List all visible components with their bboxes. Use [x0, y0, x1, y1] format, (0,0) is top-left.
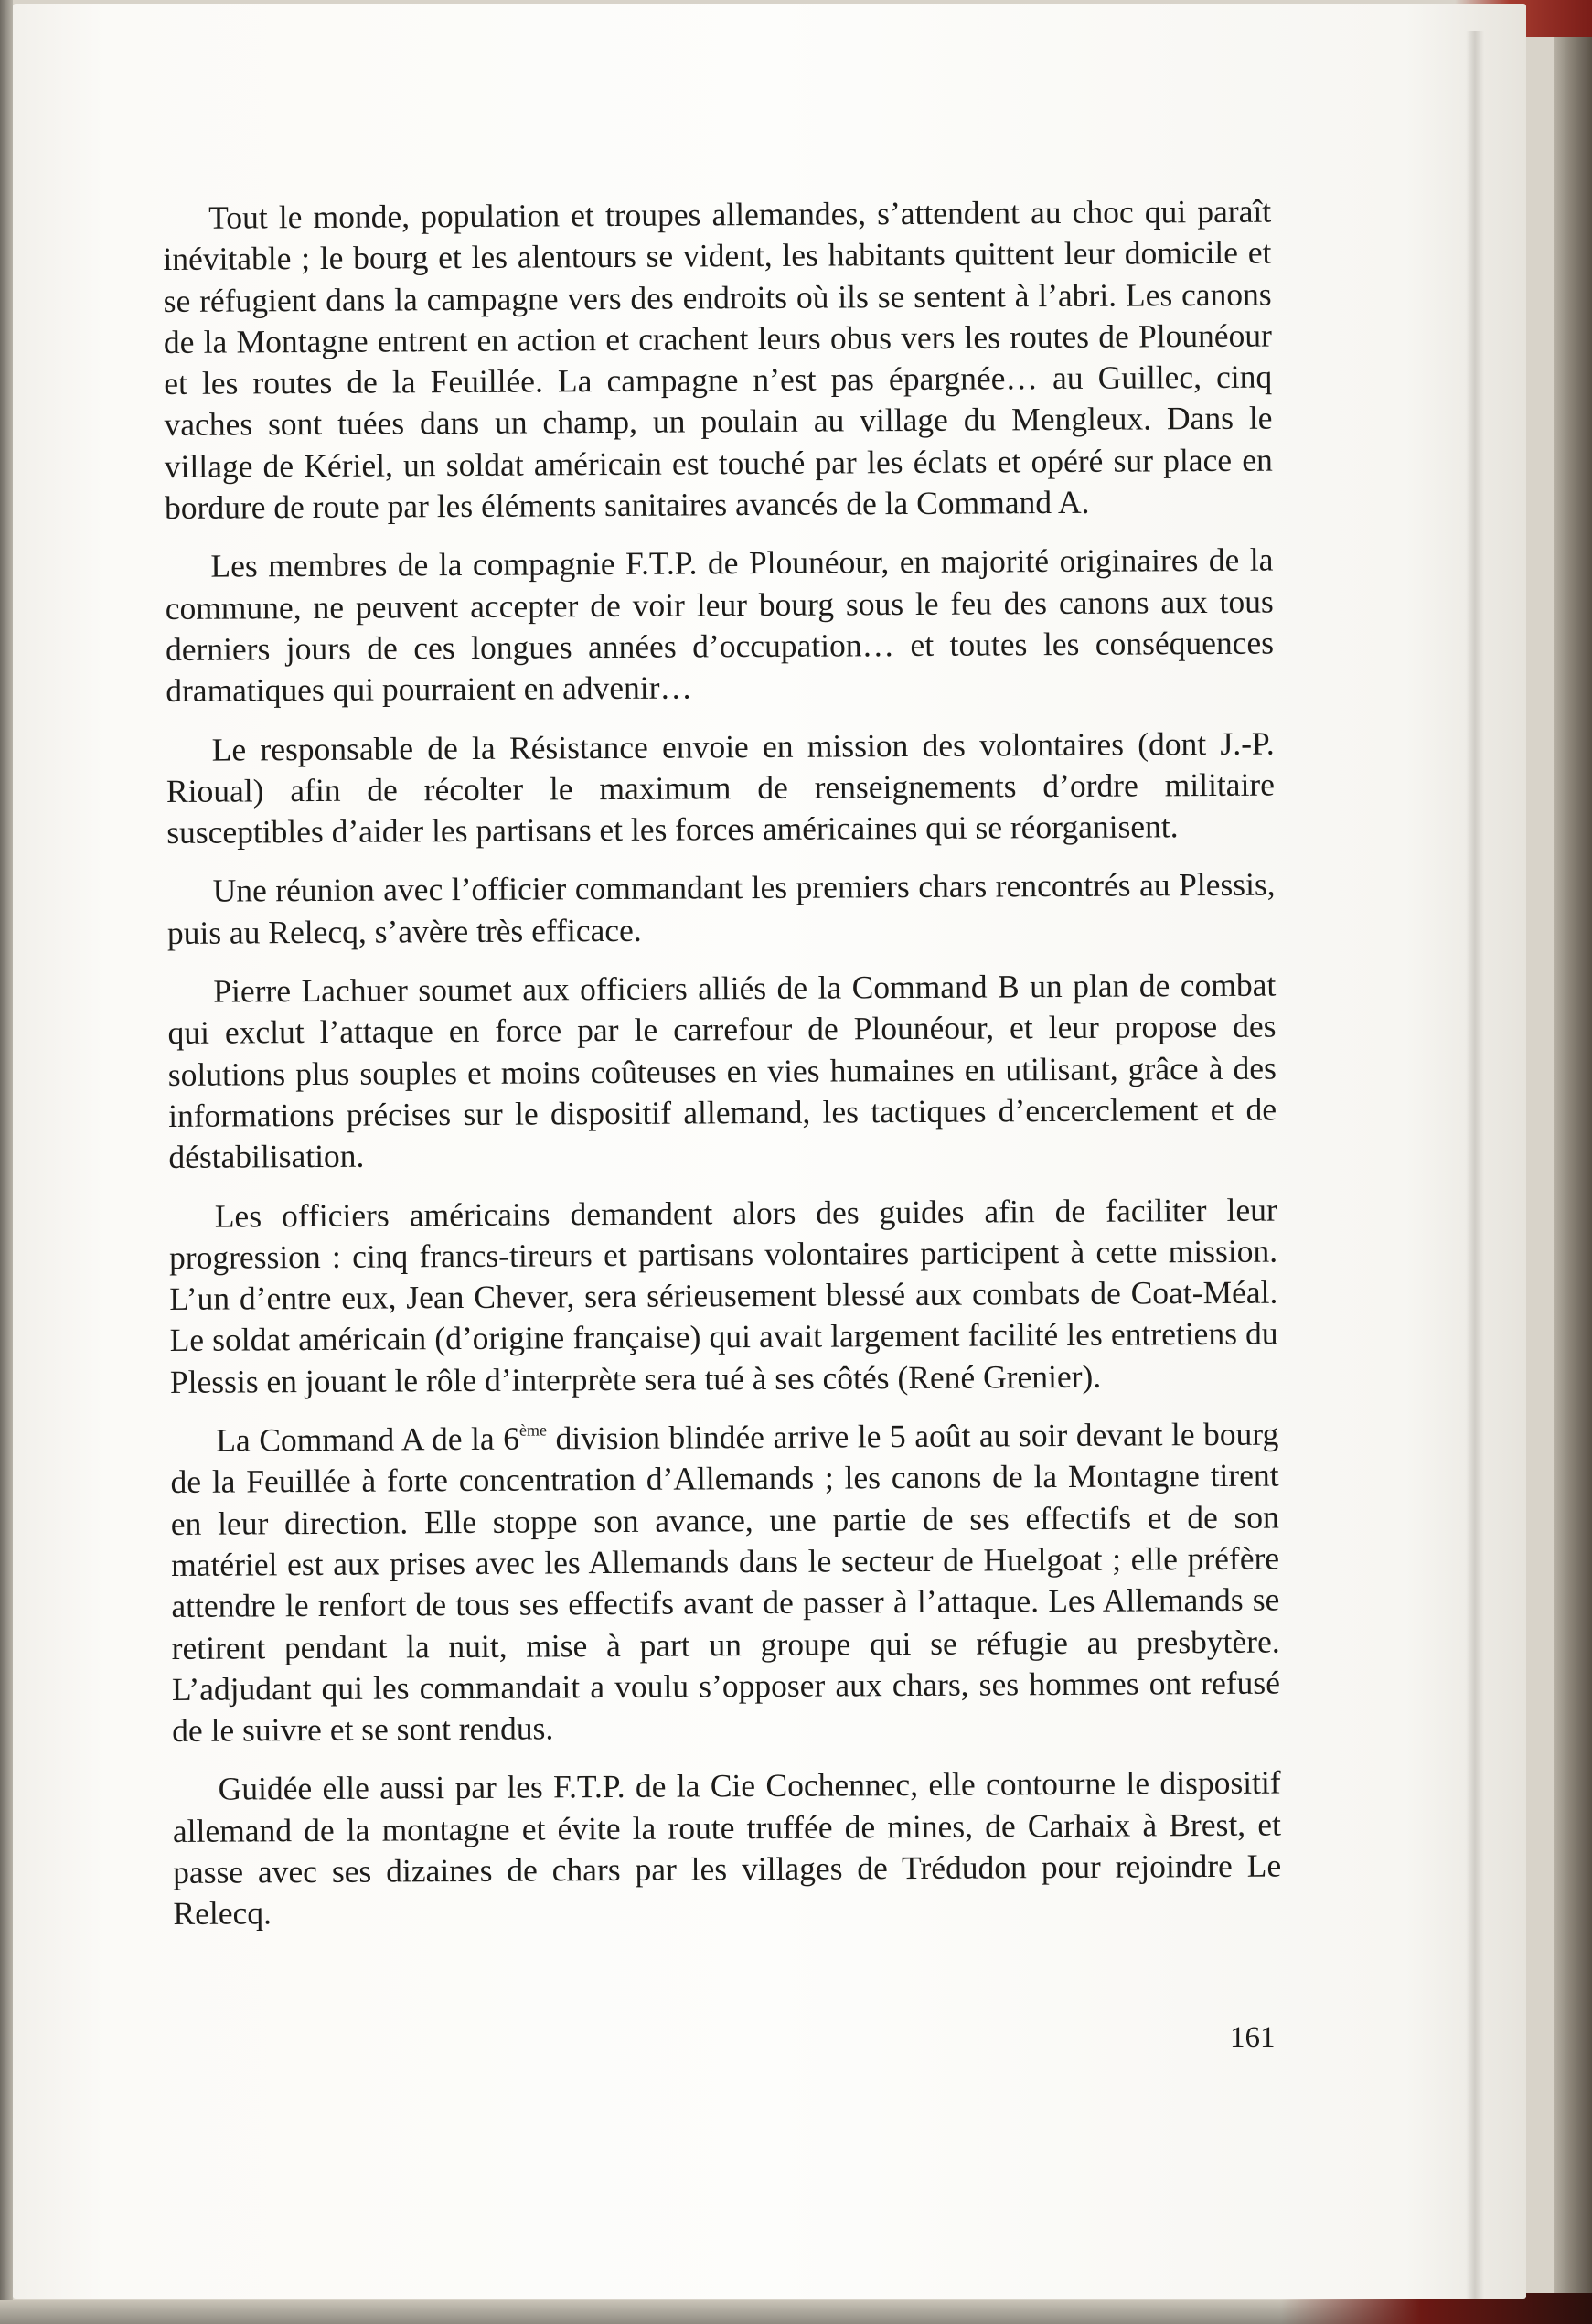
paragraph-2: Les membres de la compagnie F.T.P. de Plounéour, en majorité originaires de la commune, ne peuvent accepter de voir leur bourg sous le feu des canons aux tous derniers jours de ces longues années d’occupation… et toutes les conséquences dramatiques qui pourraient en advenir…: [165, 541, 1275, 710]
paragraph-4: Une réunion avec l’officier commandant les premiers chars rencontrés au Plessis, puis au Relecq, s’avère très efficace.: [166, 866, 1276, 951]
paragraph-6: Les officiers américains demandent alors des guides afin de faciliter leur progression : cinq francs-tireurs et partisans volontaires participent à cette mission. L’un d’entre eux, Jean Chever, sera sérieusement blessé aux combats de Coat-Méal. Le soldat américain (d’origine française) qui avait largement facilité les entretiens du Plessis en jouant le rôle d’interprète sera tué à ses côtés (René Grenier).: [168, 1191, 1278, 1400]
paragraph-7-rest: division blindée arrive le 5 août au soir devant le bourg de la Feuillée à forte concentration d’Allemands ; les canons de la Montagne tirent en leur direction. Elle stoppe son avance, une partie de ses effectifs et de son matériel est aux prises avec les Allemands dans le secteur de Huelgoat ; elle préfère attendre le renfort de tous ses effectifs avant de passer à l’attaque. Les Allemands se retirent pendant la nuit, mise à part un groupe qui se réfugie au presbytère. L’adjudant qui les commandait a voulu s’opposer aux chars, ses hommes ont refusé de le suivre et se sont rendus.: [170, 1415, 1281, 1750]
book-edge-right: [1554, 0, 1592, 2324]
paragraph-1: Tout le monde, population et troupes allemandes, s’attendent au choc qui paraît inévitable ; le bourg et les alentours se vident, les habitants quittent leur domicile et se réfugient dans la campagne vers des endroits où ils se sentent à l’abri. Les canons de la Montagne entrent en action et crachent leurs obus vers les routes de Plounéour et les routes de la Feuillée. La campagne n’est pas épargnée… au Guillec, cinq vaches sont tuées dans un champ, un poulain au village du Mengleux. Dans le village de Kériel, un soldat américain est touché par les éclats et opéré sur place en bordure de route par les éléments sanitaires avancés de la Command A.: [163, 192, 1273, 527]
paragraph-7: [170, 1414, 1280, 1752]
ordinal-superscript: ème: [518, 1420, 547, 1440]
body-text: [163, 191, 1282, 1953]
page-number: 161: [1230, 2021, 1276, 2054]
paragraph-8: Guidée elle aussi par les F.T.P. de la Cie Cochennec, elle contourne le dispositif allemand de la montagne et évite la route truffée de mines, de Carhaix à Brest, et passe avec ses dizaines de chars par les villages de Trédudon pour rejoindre Le Relecq.: [172, 1763, 1282, 1933]
page-fold-shadow: [1466, 31, 1484, 2299]
paragraph-7-start: La Command A de la 6: [216, 1419, 520, 1459]
paragraph-3: Le responsable de la Résistance envoie en mission des volontaires (dont J.-P. Rioual) afin de récolter le maximum de renseignements d’ordre militaire susceptibles d’aider les partisans et les forces américaines qui se réorganisent.: [166, 724, 1276, 851]
paragraph-5: Pierre Lachuer soumet aux officiers alliés de la Command B un plan de combat qui exclut l’attaque en force par le carrefour de Plounéour, et leur propose des solutions plus souples et moins coûteuses en vies humaines en utilisant, grâce à des informations précises sur le dispositif allemand, les tactiques d’encerclement et de déstabilisation.: [167, 966, 1277, 1176]
book-page: [13, 4, 1526, 2299]
book-edge-left: [0, 0, 13, 2324]
